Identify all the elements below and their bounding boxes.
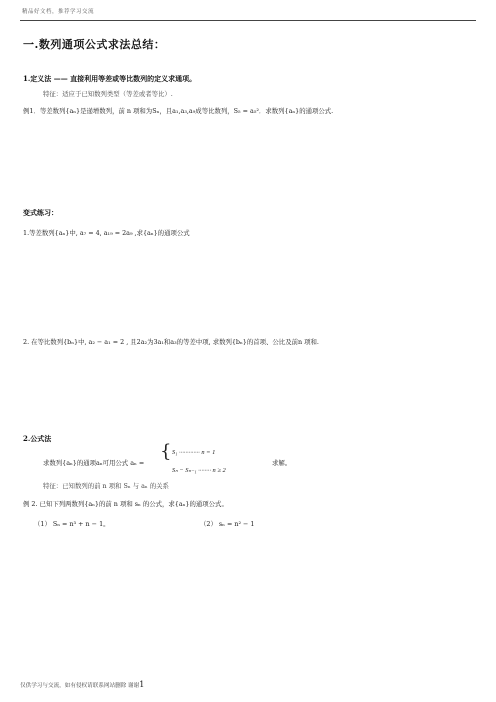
section1-heading: 1.定义法 —— 直接利用等差或等比数列的定义求通项。 — [23, 74, 197, 83]
formula-case-2: Sₙ − Sₙ₋₁ ········ n ≥ 2 — [172, 467, 226, 474]
formula-case-1: S₁ ············· n = 1 — [172, 449, 216, 456]
piecewise-brace: { — [160, 441, 172, 462]
page-title: 一.数列通项公式求法总结： — [23, 38, 166, 51]
page-header: 精品好文档，推荐学习交流 — [22, 9, 95, 15]
example2-part-2: （2） sₙ = n² − 1 — [200, 520, 255, 528]
page-footer — [20, 680, 144, 689]
page-number: 1 — [139, 680, 145, 689]
variant-question-1: 1.等差数列{aₙ}中, a₇ = 4, a₁₉ = 2a₉ ,求{aₙ}的通项公式 — [23, 229, 190, 237]
variant-question-2: 2. 在等比数列{bₙ}中, a₂ − a₁ = 2 , 且2a₂为3a₁和a₃的等差中项, 求数列{bₙ}的首项、公比及前n 项和. — [23, 338, 319, 346]
example2-text: 例 2. 已知下列两数列{aₙ}的前 n 项和 sₙ 的公式，求{aₙ}的通项公式。 — [23, 500, 228, 508]
formula-suffix: 求解。 — [272, 459, 292, 467]
example2-part-1: （1） Sₙ = n³ + n − 1。 — [34, 520, 110, 528]
section1-feature: 特征：适应于已知数列类型（等差或者等比）. — [43, 90, 173, 98]
section2-feature: 特征：已知数列的前 n 项和 Sₙ 与 aₙ 的关系 — [43, 482, 169, 490]
variants-heading: 变式练习： — [23, 208, 58, 217]
example1-text: 例1．等差数列{aₙ}是递增数列，前 n 项和为Sₙ，且a₁,a₃,a₉成等比数列，S₅ = a₅²．求数列{aₙ}的通项公式. — [23, 107, 334, 115]
formula-prefix: 求数列{aₙ}的通项aₙ可用公式 aₙ = — [43, 459, 145, 467]
header-divider — [20, 20, 476, 21]
section2-heading: 2.公式法 — [23, 434, 52, 443]
footer-text: 仅供学习与交流，如有侵权请联系网站删除 谢谢 — [20, 683, 140, 689]
